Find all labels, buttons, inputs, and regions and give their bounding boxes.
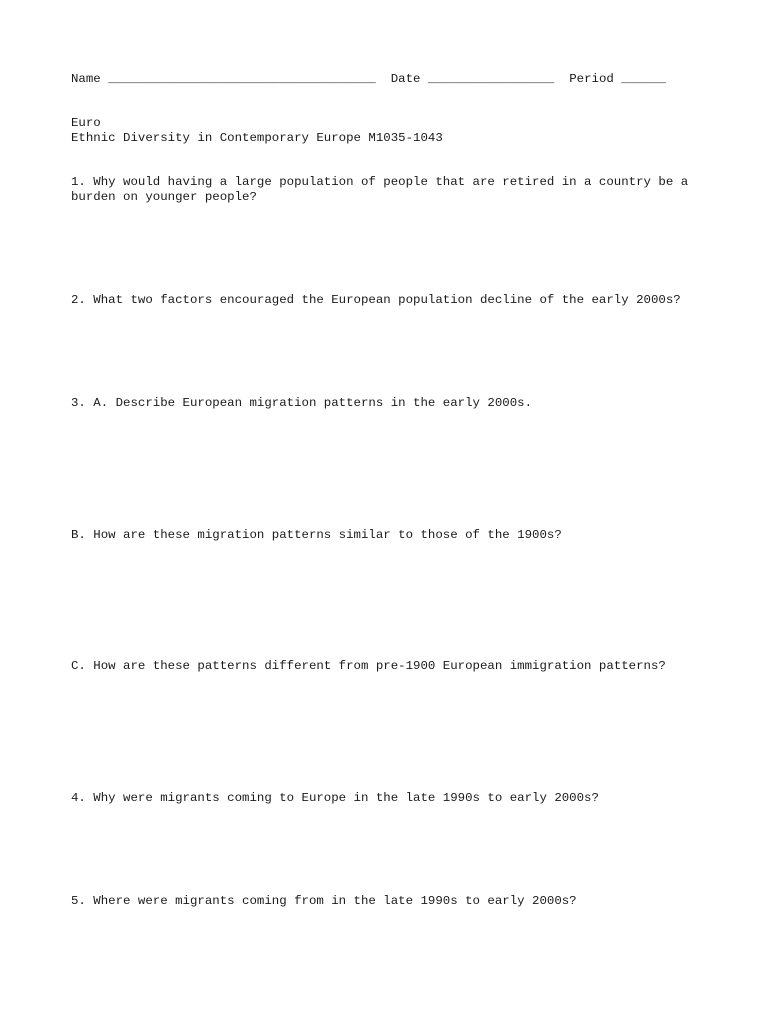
name-label: Name — [71, 72, 101, 86]
question-2: 2. What two factors encouraged the European population decline of the early 2000s? — [71, 293, 681, 307]
question-3c: C. How are these patterns different from pre-1900 European immigration patterns? — [71, 659, 666, 673]
period-blank: ______ — [621, 72, 666, 86]
question-3a: 3. A. Describe European migration patterns in the early 2000s. — [71, 396, 533, 410]
course-name: Euro — [71, 116, 101, 130]
period-label: Period — [569, 72, 614, 86]
date-blank: _________________ — [427, 72, 555, 86]
student-info-header — [71, 72, 666, 87]
question-4: 4. Why were migrants coming to Europe in the late 1990s to early 2000s? — [71, 791, 599, 805]
question-1: 1. Why would having a large population of people that are retired in a country be a burden on younger people? — [71, 175, 689, 204]
question-5: 5. Where were migrants coming from in the late 1990s to early 2000s? — [71, 894, 577, 908]
question-3b: B. How are these migration patterns similar to those of the 1900s? — [71, 528, 562, 542]
unit-title: Ethnic Diversity in Contemporary Europe M1035-1043 — [71, 131, 443, 145]
date-label: Date — [390, 72, 421, 86]
name-blank: ____________________________________ — [108, 72, 376, 86]
